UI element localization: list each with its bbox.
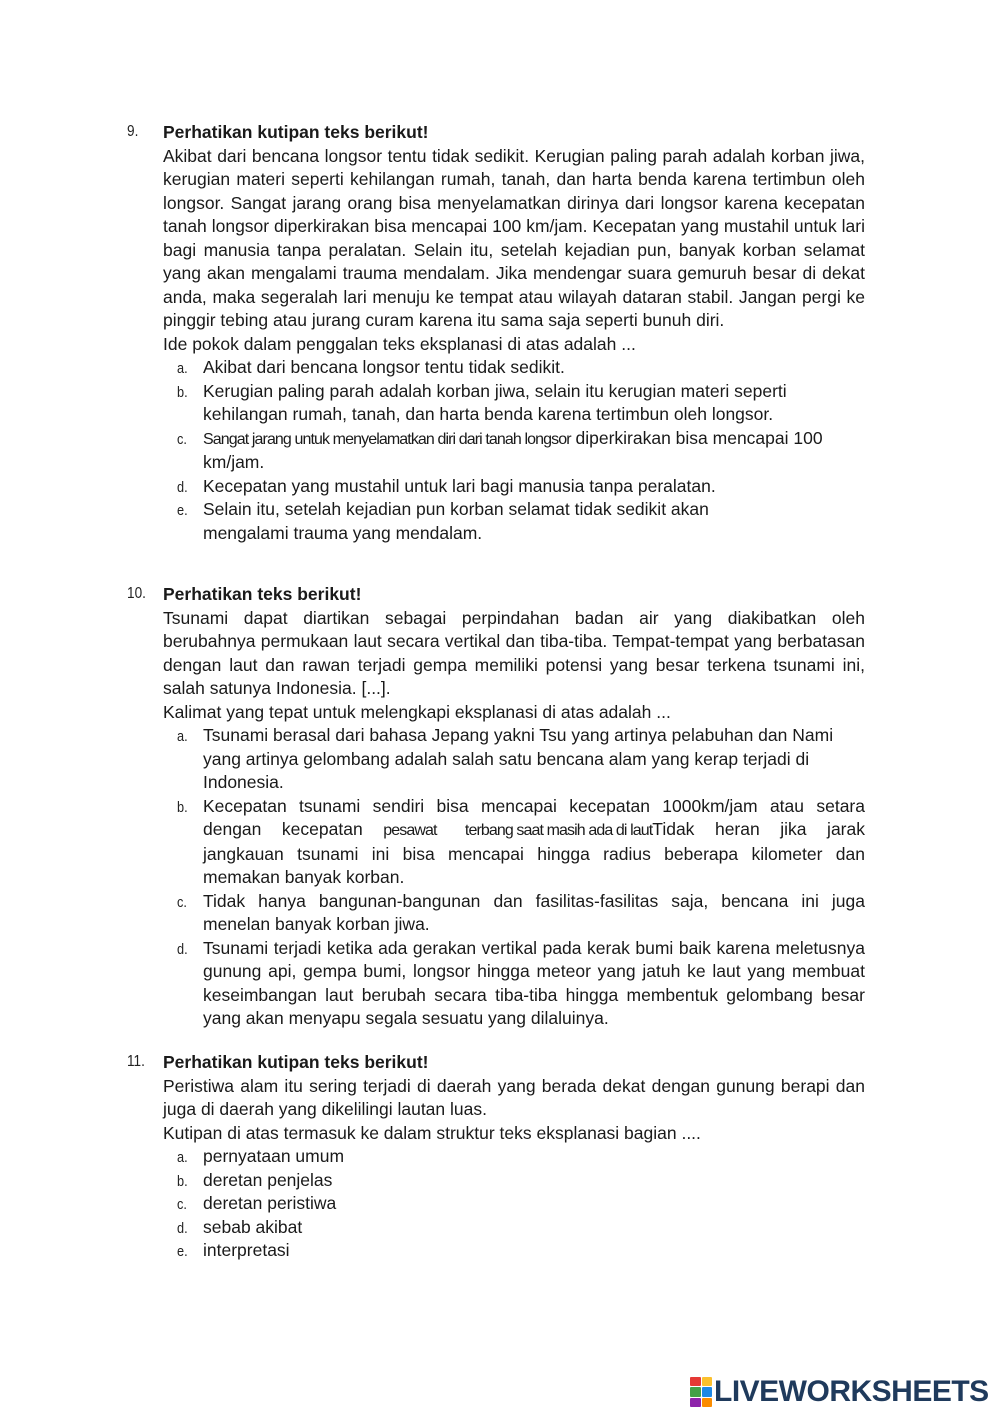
option-text-condensed: pesawat terbang saat masih ada di laut xyxy=(383,822,653,839)
logo-icon-block xyxy=(702,1377,713,1386)
logo-icon-block xyxy=(690,1398,701,1407)
option-d[interactable] xyxy=(163,937,865,1031)
option-text: Tsunami berasal dari bahasa Jepang yakni Tsu yang artinya pelabuhan dan Nami yang artinya gelombang adalah salah satu bencana alam yang kerap terjadi di Indonesia. xyxy=(203,725,834,792)
option-c[interactable] xyxy=(163,1192,865,1216)
option-text: Kerugian paling parah adalah korban jiwa, selain itu kerugian materi seperti kehilangan rumah, tanah, dan harta benda karena tertimbun oleh longsor. xyxy=(203,380,787,424)
logo-icon-block xyxy=(690,1387,701,1396)
liveworksheets-logo[interactable] xyxy=(690,1375,989,1409)
option-text-condensed: Sangat jarang untuk menyelamatkan diri dari tanah longsor xyxy=(203,430,571,448)
option-a[interactable] xyxy=(163,724,865,795)
logo-icon-block xyxy=(702,1398,713,1407)
option-a[interactable] xyxy=(163,1145,865,1169)
option-text: Kecepatan tsunami sendiri bisa mencapai kecepatan 1000km/jam atau setara dengan kecepatan xyxy=(203,795,865,839)
option-text: Tidak hanya bangunan-bangunan dan fasilitas-fasilitas saja, bencana ini juga menelan banyak korban jiwa. xyxy=(203,890,865,934)
option-b[interactable] xyxy=(163,380,865,427)
option-letter: a. xyxy=(177,1149,188,1166)
option-e[interactable] xyxy=(163,1239,865,1263)
question-prompt: Ide pokok dalam penggalan teks eksplanasi di atas adalah ... xyxy=(163,333,636,354)
answer-options xyxy=(163,1145,865,1263)
question-9 xyxy=(127,121,867,545)
logo-icon-block xyxy=(690,1377,701,1386)
option-text: Kecepatan yang mustahil untuk lari bagi manusia tanpa peralatan. xyxy=(203,475,716,496)
option-text: Tidak heran jika jarak jangkauan tsunami ini bisa mencapai hingga radius beberapa kilometer dan memakan banyak korban. xyxy=(203,819,865,887)
question-title: Perhatikan kutipan teks berikut! xyxy=(163,122,429,142)
option-c[interactable] xyxy=(163,890,865,937)
option-c[interactable] xyxy=(163,427,865,475)
option-letter: b. xyxy=(177,798,188,816)
option-text: Selain itu, setelah kejadian pun korban selamat tidak sedikit akan mengalami trauma yang mendalam. xyxy=(203,499,709,543)
answer-options xyxy=(163,724,865,1031)
question-title: Perhatikan teks berikut! xyxy=(163,584,362,604)
option-text: deretan penjelas xyxy=(203,1169,333,1190)
logo-text: LIVEWORKSHEETS xyxy=(714,1375,989,1408)
option-letter: c. xyxy=(177,430,187,448)
option-text: interpretasi xyxy=(203,1240,290,1260)
option-d[interactable] xyxy=(163,1216,865,1240)
question-prompt: Kalimat yang tepat untuk melengkapi eksplanasi di atas adalah ... xyxy=(163,701,671,722)
option-e[interactable] xyxy=(163,498,865,545)
option-letter: a. xyxy=(177,728,188,745)
option-text: Tsunami terjadi ketika ada gerakan vertikal pada kerak bumi baik karena meletusnya gunung api, gempa bumi, longsor hingga meteor yang jatuh ke laut yang membuat keseimbangan laut berubah secara tiba-tiba hingga membentuk gelombang besar yang akan menyapu segala sesuatu yang dilaluinya. xyxy=(203,937,865,1028)
option-letter: a. xyxy=(177,360,188,377)
option-text: Akibat dari bencana longsor tentu tidak sedikit. xyxy=(203,357,565,377)
liveworksheets-logo-icon xyxy=(690,1377,712,1407)
question-number: 11. xyxy=(127,1053,145,1070)
question-prompt: Kutipan di atas termasuk ke dalam struktur teks eksplanasi bagian .... xyxy=(163,1122,701,1143)
option-letter: d. xyxy=(177,1219,188,1237)
question-passage: Peristiwa alam itu sering terjadi di daerah yang berada dekat dengan gunung berapi dan juga di daerah yang dikelilingi lautan luas. xyxy=(163,1075,865,1119)
question-passage: Tsunami dapat diartikan sebagai perpindahan badan air yang diakibatkan oleh berubahnya permukaan laut secara vertikal dan tiba-tiba. Tempat-tempat yang berbatasan dengan laut dan rawan terjadi gempa memiliki potensi yang besar terkena tsunami ini, salah satunya Indonesia. [...]. xyxy=(163,607,865,698)
option-letter: e. xyxy=(177,502,188,519)
question-11 xyxy=(127,1051,867,1263)
option-b[interactable] xyxy=(163,795,865,890)
question-passage: Akibat dari bencana longsor tentu tidak sedikit. Kerugian paling parah adalah korban jiwa, kerugian materi seperti kehilangan rumah, tanah, dan harta benda karena tertimbun oleh longsor. Sangat jarang orang bisa menyelamatkan dirinya dari longsor karena kecepatan tanah longsor diperkirakan bisa mencapai 100 km/jam. Kecepatan yang mustahil untuk lari bagi manusia tanpa peralatan. Selain itu, setelah kejadian pun, banyak korban selamat yang akan mengalami trauma mendalam. Jika mendengar suara gemuruh besar di dekat anda, maka segeralah lari menuju ke tempat atau wilayah dataran stabil. Jangan pergi ke pinggir tebing atau jurang curam karena itu sama saja seperti bunuh diri. xyxy=(163,145,865,330)
question-10 xyxy=(127,583,867,1031)
option-d[interactable] xyxy=(163,475,865,499)
question-title: Perhatikan kutipan teks berikut! xyxy=(163,1052,429,1072)
option-text: deretan peristiwa xyxy=(203,1193,337,1213)
option-letter: b. xyxy=(177,1172,188,1190)
question-number: 10. xyxy=(127,585,146,602)
option-letter: d. xyxy=(177,940,188,958)
option-b[interactable] xyxy=(163,1169,865,1193)
option-letter: e. xyxy=(177,1243,188,1260)
option-a[interactable] xyxy=(163,356,865,380)
option-text: pernyataan umum xyxy=(203,1146,345,1166)
option-text: sebab akibat xyxy=(203,1216,303,1237)
answer-options xyxy=(163,356,865,545)
question-number: 9. xyxy=(127,123,139,140)
option-letter: c. xyxy=(177,893,187,911)
option-text: diperkirakan bisa mencapai 100 km/jam. xyxy=(203,427,823,472)
option-letter: d. xyxy=(177,478,188,496)
option-letter: b. xyxy=(177,383,188,401)
logo-icon-block xyxy=(702,1387,713,1396)
option-letter: c. xyxy=(177,1196,187,1213)
